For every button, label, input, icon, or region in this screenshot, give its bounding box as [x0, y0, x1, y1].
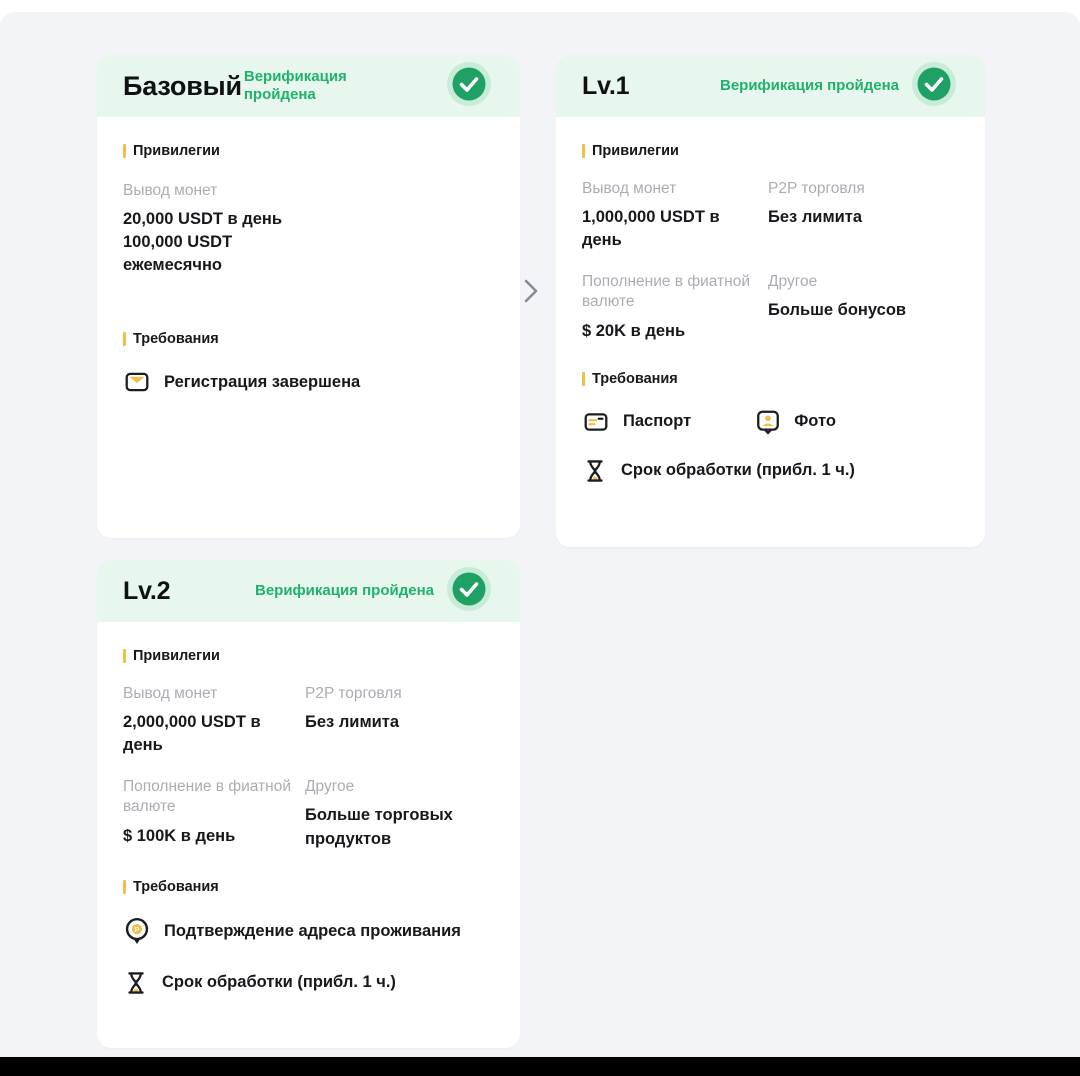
- privilege-value: Больше бонусов: [768, 301, 907, 320]
- privilege-value: Больше торговых продуктов: [305, 806, 453, 848]
- privilege-value-line: 100,000 USDT ежемесячно: [123, 233, 233, 275]
- check-icon: [446, 566, 492, 617]
- privilege-label: Другое: [305, 778, 355, 796]
- hourglass-icon: [123, 969, 149, 997]
- privilege-label: Вывод монет: [123, 685, 218, 702]
- privilege-item: [768, 272, 961, 342]
- privilege-label: Вывод монет: [582, 180, 677, 197]
- id-card-icon: [582, 409, 610, 435]
- privileges-section-title: [123, 143, 496, 159]
- privilege-label: Другое: [768, 273, 818, 291]
- bottom-letterbox-bar: [0, 1057, 1080, 1076]
- requirements-label: Требования: [592, 370, 678, 387]
- requirement-text: Срок обработки (прибл. 1 ч.): [621, 461, 855, 480]
- privilege-item: [582, 179, 754, 252]
- section-accent-bar: [123, 880, 126, 894]
- requirement-text: Регистрация завершена: [164, 372, 361, 391]
- privilege-item: [123, 684, 291, 757]
- privilege-value: 1,000,000 USDT в день: [582, 208, 720, 250]
- privilege-value: 2,000,000 USDT в день: [123, 713, 261, 755]
- privilege-item: [123, 181, 496, 277]
- verification-status: Верификация пройдена: [720, 76, 899, 94]
- privilege-item: [582, 272, 754, 342]
- requirement-text: Паспорт: [623, 412, 692, 431]
- privilege-value: $ 20K в день: [582, 321, 686, 340]
- requirements-section-title: [123, 331, 496, 347]
- card-lv1: [556, 55, 985, 547]
- envelope-icon: [123, 369, 151, 395]
- privilege-value-line: 20,000 USDT в день: [123, 210, 283, 229]
- privilege-label: Пополнение в фиатной валюте: [123, 778, 291, 816]
- section-accent-bar: [123, 332, 126, 346]
- card-basic-header: [97, 55, 520, 117]
- privilege-item: [305, 684, 496, 757]
- requirements-section-title: [123, 879, 496, 895]
- privilege-item: [305, 777, 496, 850]
- location-pin-icon: [123, 917, 151, 947]
- section-accent-bar: [123, 649, 126, 663]
- svg-text:P: P: [134, 924, 140, 934]
- card-title: Базовый: [123, 70, 242, 101]
- privileges-label: Привилегии: [133, 143, 220, 159]
- requirement-text: Срок обработки (прибл. 1 ч.): [162, 973, 396, 992]
- requirement-item: [582, 457, 855, 485]
- requirements-label: Требования: [133, 878, 219, 895]
- section-accent-bar: [123, 144, 126, 158]
- privilege-label: P2P торговля: [305, 685, 402, 702]
- requirement-text: Фото: [794, 412, 836, 431]
- chevron-right-icon[interactable]: [517, 273, 545, 309]
- photo-icon: [755, 409, 781, 435]
- privilege-value: Без лимита: [768, 208, 863, 227]
- section-accent-bar: [582, 144, 585, 158]
- card-lv2-header: [97, 560, 520, 622]
- requirements-section-title: [582, 371, 961, 387]
- requirement-item: [123, 969, 396, 997]
- card-basic-level: [97, 55, 520, 538]
- requirement-item: [755, 409, 836, 435]
- card-lv2: [97, 560, 520, 1048]
- card-lv1-header: [556, 55, 985, 117]
- requirements-label: Требования: [133, 331, 219, 348]
- verification-status: Верификация пройдена: [243, 67, 347, 103]
- check-icon: [446, 61, 492, 112]
- check-icon: [911, 61, 957, 112]
- verification-status: Верификация пройдена: [255, 581, 434, 599]
- privilege-label: Вывод монет: [123, 182, 218, 199]
- privilege-value: $ 100K в день: [123, 826, 236, 845]
- privilege-label: Пополнение в фиатной валюте: [582, 273, 750, 311]
- privileges-label: Привилегии: [592, 143, 679, 159]
- privilege-value: [123, 208, 323, 277]
- privileges-label: Привилегии: [133, 648, 220, 664]
- privilege-label: P2P торговля: [768, 180, 865, 197]
- requirement-item: [123, 369, 360, 395]
- requirement-item: [582, 409, 691, 435]
- requirement-item: [123, 917, 461, 947]
- privilege-item: [768, 179, 961, 252]
- privilege-item: [123, 777, 291, 850]
- card-title: Lv.2: [123, 576, 171, 605]
- requirement-text: Подтверждение адреса проживания: [164, 922, 461, 941]
- privilege-value: Без лимита: [305, 713, 400, 732]
- privileges-section-title: [123, 648, 496, 664]
- card-title: Lv.1: [582, 71, 630, 100]
- section-accent-bar: [582, 372, 585, 386]
- hourglass-icon: [582, 457, 608, 485]
- privileges-section-title: [582, 143, 961, 159]
